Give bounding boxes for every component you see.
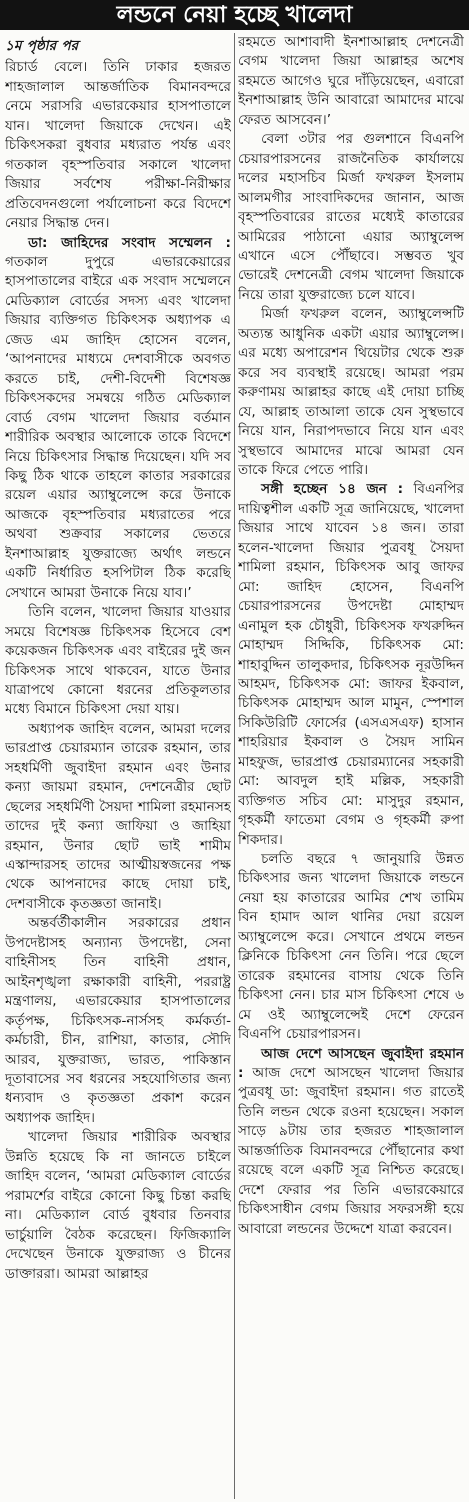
article-column-left — [5, 33, 231, 1499]
paragraph: রিচার্ড বেলে। তিনি ঢাকার হজরত শাহজালাল আন্তর্জাতিক বিমানবন্দরে নেমে সরাসরি এভারকেয়ার হাসপাতালে যান। খালেদা জিয়াকে দেখেন। এই চিকিৎসকরা বুধবার মধ্যরাত পর্যন্ত এবং গতকাল বৃহস্পতিবার সকালে খালেদা জিয়ার সর্বশেষ পরীক্ষা-নিরীক্ষার প্রতিবেদনগুলো পর্যালোচনা করে বিদেশে নেয়ার সিদ্ধান্ত দেন। — [5, 59, 231, 232]
paragraph: খালেদা জিয়ার শারীরিক অবস্থার উন্নতি হয়েছে কি না জানতে চাইলে জাহিদ বলেন, ‘আমরা মেডিক্যাল বোর্ডের পরামর্শের বাইরে কোনো কিছু চিন্তা করছি না। মেডিক্যাল বোর্ড বুধবার তিনবার ভার্চুয়ালি বৈঠক করেছেন। ফিজিক্যালি দেখেছেন উনাকে যুক্তরাজ্য ও চীনের ডাক্তাররা। আমরা আল্লাহর — [5, 1129, 231, 1282]
paragraph: অন্তর্বর্তীকালীন সরকারের প্রধান উপদেষ্টাসহ অন্যান্য উপদেষ্টা, সেনা বাহিনীসহ তিন বাহিনী প্রধান, আইনশৃঙ্খলা রক্ষাকারী বাহিনী, পররাষ্ট্র মন্ত্রণালয়, এভারকেয়ার হাসপাতালের কর্তৃপক্ষ, চিকিৎসক-নার্সসহ কর্মকর্তা-কর্মচারী, চীন, রাশিয়া, কাতার, সৌদি আরব, যুক্তরাজ্য, ভারত, পাকিস্তান দূতাবাসের সব ধরনের সহযোগিতার জন্য ধন্যবাদ ও কৃতজ্ঞতা প্রকাশ করেন অধ্যাপক জাহিদ। — [5, 915, 231, 1126]
subhead: সঙ্গী হচ্ছেন ১৪ জন : — [261, 481, 404, 498]
paragraph-text: বিএনপির দায়িত্বশীল একটি সূত্র জানিয়েছে, খালেদা জিয়ার সাথে যাবেন ১৪ জন। তারা হলেন-খালেদা জিয়ার পুত্রবধূ সৈয়দা শামিলা রহমান, চিকিৎসক আবু জাফর মো: জাহিদ হোসেন, বিএনপি চেয়ারপারসনের উপদেষ্টা মোহাম্মদ এনামুল হক চৌধুরী, চিকিৎসক ফখরুদ্দিন মোহাম্মদ সিদ্দিকি, চিকিৎসক মো: শাহাবুদ্দিন তালুকদার, চিকিৎসক নূরউদ্দিন আহমদ, চিকিৎসক মো: জাফর ইকবাল, চিকিৎসক মোহাম্মদ আল মামুন, স্পেশাল সিকিউরিটি ফোর্সের (এসএসএফ) হাসান শাহরিয়ার ইকবাল ও সৈয়দ সামিন মাহফুজ, ভারপ্রাপ্ত চেয়ারম্যানের সহকারী মো: আবদুল হাই মল্লিক, সহকারী ব্যক্তিগত সচিব মো: মাসুদুর রহমান, গৃহকর্মী ফাতেমা বেগম ও গৃহকর্মী রুপা শিকদার। — [238, 481, 464, 848]
paragraph: চলতি বছরে ৭ জানুয়ারি উন্নত চিকিৎসার জন্য খালেদা জিয়াকে লন্ডনে নেয়া হয় কাতারের আমির শেখ তামিম বিন হামাদ আল থানির দেয়া রয়েল অ্যাম্বুলেন্সে করে। সেখানে প্রথমে লন্ডন ক্লিনিকে চিকিৎসা নেন তিনি। পরে ছেলে তারেক রহমানের বাসায় থেকে তিনি চিকিৎসা নেন। চার মাস চিকিৎসা শেষে ৬ মে ওই অ্যাম্বুলেন্সেই দেশে ফেরেন বিএনপি চেয়ারপারসন। — [238, 851, 464, 1043]
article-column-right — [238, 33, 464, 1499]
headline-bar — [0, 0, 469, 30]
paragraph-with-subhead — [238, 1045, 464, 1240]
paragraph-with-subhead — [238, 480, 464, 850]
paragraph: তিনি বলেন, খালেদা জিয়ার যাওয়ার সময়ে বিশেষজ্ঞ চিকিৎসক হিসেবে বেশ কয়েকজন চিকিৎসক এবং বাইরের দুই জন চিকিৎসক সাথে থাকবেন, যাতে উনার যাত্রাপথে কোনো ধরনের প্রতিকূলতার মধ্যে বিমানে চিকিৎসা দেয়া যায়। — [5, 604, 231, 718]
paragraph-text: আজ দেশে আসছেন খালেদা জিয়ার পুত্রবধূ ডা: জুবাইদা রহমান। গত রাতেই তিনি লন্ডন থেকে রওনা হয়েছেন। সকাল সাড়ে ৯টায় তার হজরত শাহজালাল আন্তর্জাতিক বিমানবন্দরে পৌঁছানোর কথা রয়েছে বলে একটি সূত্র নিশ্চিত করেছে। দেশে ফেরার পর তিনি এভারকেয়ারে চিকিৎসাধীন বেগম জিয়ার সফরসঙ্গী হয়ে আবারো লন্ডনের উদ্দেশে যাত্রা করবেন। — [238, 1065, 464, 1237]
subhead: ডা: জাহিদের সংবাদ সম্মেলন : — [28, 234, 231, 251]
subhead: আজ দেশে আসছেন জুবাইদা রহমান : — [238, 1045, 464, 1082]
article-body — [5, 33, 464, 1499]
paragraph: বেলা ৩টার পর গুলশানে বিএনপি চেয়ারপারসনের রাজনৈতিক কার্যালয়ে দলের মহাসচিব মির্জা ফখরুল ইসলাম আলমগীর সাংবাদিকদের জানান, আজ বৃহস্পতিবারের রাতের মধ্যেই কাতারের আমিরের পাঠানো এয়ার অ্যাম্বুলেন্স এখানে এসে পৌঁছাবে। সম্ভবত খুব ভোরেই দেশনেত্রী বেগম খালেদা জিয়াকে নিয়ে তারা যুক্তরাজ্যে চলে যাবে। — [238, 131, 464, 303]
paragraph: মির্জা ফখরুল বলেন, অ্যাম্বুলেন্সটি অত্যন্ত আধুনিক একটা এয়ার অ্যাম্বুলেন্স। এর মধ্যে অপারেশন থিয়েটার থেকে শুরু করে সব ব্যবস্থাই রয়েছে। আমরা পরম করুণাময় আল্লাহর কাছে এই দোয়া চাচ্ছি যে, আল্লাহ তাআলা তাকে যেন সুস্থভাবে নিয়ে যান, নিরাপদভাবে নিয়ে যান এবং সুস্থভাবে আমাদের মাঝে আমরা যেন তাকে ফিরে পেতে পারি। — [238, 306, 464, 478]
paragraph: অধ্যাপক জাহিদ বলেন, আমরা দলের ভারপ্রাপ্ত চেয়ারম্যান তারেক রহমান, তার সহধর্মিণী জুবাইদা রহমান এবং উনার কন্যা জায়মা রহমান, দেশনেত্রীর ছোট ছেলের সহধর্মিণী সৈয়দা শামিলা রহমানসহ তাদের দুই কন্যা জাফিয়া ও জাহিয়া রহমান, উনার ছোট ভাই শামীম এস্কান্দারসহ তাদের আত্মীয়স্বজনের পক্ষ থেকে আপনাদের কাছে দোয়া চাই, দেশবাসীকে কৃতজ্ঞতা জানাই। — [5, 720, 231, 912]
paragraph: রহমতে আশাবাদী ইনশাআল্লাহ দেশনেত্রী বেগম খালেদা জিয়া আল্লাহর অশেষ রহমতে আগেও ঘুরে দাঁড়িয়েছেন, এবারো ইনশাআল্লাহ উনি আবারো আমাদের মাঝে ফেরত আসবেন।’ — [238, 34, 464, 128]
continued-from-page-label: ১ম পৃষ্ঠার পর — [5, 38, 79, 54]
paragraph-with-subhead — [5, 234, 231, 604]
column-divider — [234, 33, 235, 1499]
headline: লন্ডনে নেয়া হচ্ছে খালেদা — [116, 2, 353, 28]
paragraph-text: গতকাল দুপুরে এভারকেয়ারের হাসপাতালের বাইরে এক সংবাদ সম্মেলনে মেডিক্যাল বোর্ডের সদস্য এবং খালেদা জিয়ার ব্যক্তিগত চিকিৎসক অধ্যাপক এ জেড এম জাহিদ হোসেন বলেন, ‘আপনাদের মাধ্যমে দেশবাসীকে অবগত করতে চাই, দেশী-বিদেশী বিশেষজ্ঞ চিকিৎসকদের সমন্বয়ে গঠিত মেডিক্যাল বোর্ড বেগম খালেদা জিয়ার বর্তমান শারীরিক অবস্থার আলোকে তাকে বিদেশে নিয়ে চিকিৎসার সিদ্ধান্ত দিয়েছেন। যদি সব কিছু ঠিক থাকে তাহলে কাতার সরকারের রয়েল এয়ার অ্যাম্বুলেন্সে করে উনাকে আজকে বৃহস্পতিবার মধ্যরাতের পরে অথবা শুক্রবার সকালের ভেতরে ইনশাআল্লাহ যুক্তরাজ্যে অর্থাৎ লন্ডনে একটি নির্ধারিত হসপিটাল ঠিক করেছি সেখানে আমরা উনাকে নিয়ে যাব।’ — [5, 253, 231, 601]
